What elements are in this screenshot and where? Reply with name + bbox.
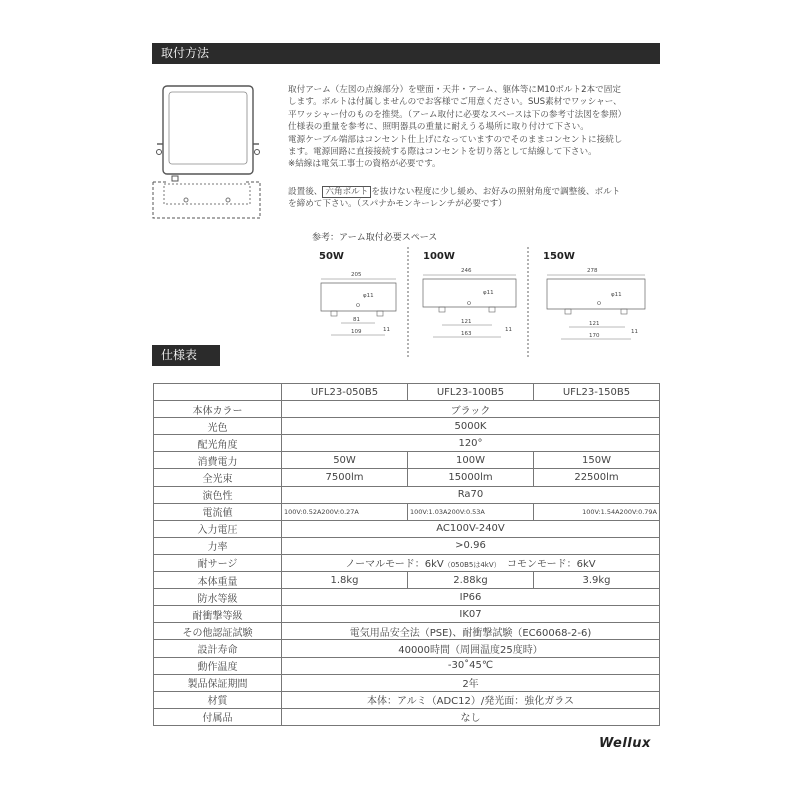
- table-row: [154, 537, 660, 554]
- dim-outer: 109: [351, 329, 362, 335]
- adjust-instructions: [288, 186, 668, 211]
- model-header: UFL23-100B5: [408, 384, 534, 401]
- table-row: [154, 606, 660, 623]
- row-value: >0.96: [282, 537, 660, 554]
- row-label: 本体重量: [154, 572, 282, 589]
- row-value: -30˚45℃: [282, 657, 660, 674]
- row-value: 2年: [282, 674, 660, 691]
- table-row: [154, 469, 660, 486]
- model-header: UFL23-150B5: [534, 384, 660, 401]
- table-row: [154, 384, 660, 401]
- fixture-illustration: [150, 84, 265, 219]
- adjust-text-pre: 設置後、: [288, 187, 323, 197]
- row-value: AC100V-240V: [282, 520, 660, 537]
- diagram-100w: [423, 268, 516, 337]
- table-row: [154, 623, 660, 640]
- section-header-mounting: [152, 43, 660, 64]
- row-value: 120°: [282, 435, 660, 452]
- instruction-line: 電源ケーブル端部はコンセント仕上げになっていますのでそのままコンセントに接続し: [288, 134, 623, 145]
- section-header-spec: [152, 345, 220, 366]
- row-value: 40000時間（周囲温度25度時）: [282, 640, 660, 657]
- dim-hole: φ11: [611, 292, 622, 298]
- diagram-model-100w: 100W: [423, 251, 455, 262]
- row-label: 付属品: [154, 708, 282, 725]
- diagram-50w: [321, 272, 396, 335]
- row-value: 電気用品安全法（PSE)、耐衝撃試験（EC60068-2-6): [282, 623, 660, 640]
- row-value: 50W: [282, 452, 408, 469]
- table-row: [154, 486, 660, 503]
- row-value: Ra70: [282, 486, 660, 503]
- dim-outer: 163: [461, 331, 472, 337]
- row-label: 力率: [154, 537, 282, 554]
- row-label: 製品保証期間: [154, 674, 282, 691]
- row-label: 動作温度: [154, 657, 282, 674]
- row-label: 材質: [154, 691, 282, 708]
- row-label: 演色性: [154, 486, 282, 503]
- adjust-text-line2: を締めて下さい。（スパナかモンキーレンチが必要です）: [288, 199, 507, 210]
- instruction-line: ※結線は電気工事士の資格が必要です。: [288, 159, 441, 170]
- hex-bolt-label: 六角ボルト: [322, 186, 371, 198]
- table-row: [154, 418, 660, 435]
- instruction-line: 仕様表の重量を参考に、照明器具の重量に耐えうる場所に取り付けて下さい。: [288, 122, 589, 133]
- spec-table: [153, 383, 660, 726]
- row-label: 設計寿命: [154, 640, 282, 657]
- row-value: 100V:1.54A200V:0.79A: [534, 503, 660, 520]
- dim-hole: φ11: [483, 290, 494, 296]
- row-value: ブラック: [282, 401, 660, 418]
- row-value: 100V:0.52A200V:0.27A: [282, 503, 408, 520]
- row-value: 150W: [534, 452, 660, 469]
- dim-width: 246: [461, 268, 472, 274]
- dim-side: 11: [631, 329, 638, 335]
- dim-side: 11: [505, 327, 512, 333]
- model-header: UFL23-050B5: [282, 384, 408, 401]
- row-value: IK07: [282, 606, 660, 623]
- dim-hole: φ11: [363, 293, 374, 299]
- surge-note: （050B5は4kV）: [443, 561, 501, 570]
- dim-inner: 81: [353, 317, 360, 323]
- reference-title: 参考：アーム取付必要スペース: [312, 233, 438, 243]
- row-value: IP66: [282, 589, 660, 606]
- instruction-line: 取付アーム（左図の点線部分）を壁面・天井・アーム、躯体等にM10ボルト2本で固定: [288, 85, 621, 95]
- table-row: [154, 572, 660, 589]
- row-label: 電流値: [154, 503, 282, 520]
- dim-side: 11: [383, 327, 390, 333]
- instruction-line: 平ワッシャー付のものを推奨。（アーム取付に必要なスペースは下の参考寸法図を参照）: [288, 109, 627, 120]
- table-row: [154, 691, 660, 708]
- section-title-mounting: 取付方法: [161, 46, 210, 60]
- row-value: 5000K: [282, 418, 660, 435]
- table-row: [154, 435, 660, 452]
- instruction-line: ます。電源回路に直接接続する際はコンセントを切り落として結線して下さい。: [288, 147, 597, 158]
- row-value: 本体：アルミ（ADC12）/発光面：強化ガラス: [282, 691, 660, 708]
- dim-width: 205: [351, 272, 362, 278]
- diagram-model-150w: 150W: [543, 251, 575, 262]
- row-value: 100V:1.03A200V:0.53A: [408, 503, 534, 520]
- table-row: [154, 708, 660, 725]
- row-value: 15000lm: [408, 469, 534, 486]
- table-row: [154, 589, 660, 606]
- row-value: 1.8kg: [282, 572, 408, 589]
- dim-outer: 170: [589, 333, 600, 339]
- dim-width: 278: [587, 268, 598, 274]
- section-title-spec: 仕様表: [161, 348, 198, 362]
- table-row: [154, 554, 660, 571]
- table-row: [154, 657, 660, 674]
- table-row: [154, 640, 660, 657]
- brand-logo: Wellux: [599, 736, 651, 751]
- surge-normal: ノーマルモード：6kV: [345, 559, 444, 571]
- mounting-instructions: [288, 84, 668, 171]
- row-label: 耐衝撃等級: [154, 606, 282, 623]
- row-label: 防水等級: [154, 589, 282, 606]
- table-row: [154, 503, 660, 520]
- row-label: 本体カラー: [154, 401, 282, 418]
- table-row: [154, 401, 660, 418]
- table-row: [154, 674, 660, 691]
- row-label: その他認証試験: [154, 623, 282, 640]
- row-label: 光色: [154, 418, 282, 435]
- reference-diagrams: [311, 245, 661, 357]
- row-value: 7500lm: [282, 469, 408, 486]
- dim-inner: 121: [589, 321, 600, 327]
- diagram-150w: [547, 268, 645, 339]
- row-value: 100W: [408, 452, 534, 469]
- row-value: 2.88kg: [408, 572, 534, 589]
- row-value: なし: [282, 708, 660, 725]
- table-row: [154, 452, 660, 469]
- row-label: 配光角度: [154, 435, 282, 452]
- table-cell: [154, 384, 282, 401]
- row-label: 耐サージ: [154, 554, 282, 571]
- row-label: 全光束: [154, 469, 282, 486]
- instruction-line: します。ボルトは付属しませんのでお客様でご用意ください。SUS素材でワッシャー、: [288, 97, 622, 108]
- diagram-model-50w: 50W: [319, 251, 344, 262]
- table-row: [154, 520, 660, 537]
- row-value: [282, 554, 660, 571]
- row-value: 22500lm: [534, 469, 660, 486]
- row-value: 3.9kg: [534, 572, 660, 589]
- surge-common: コモンモード：6kV: [506, 559, 596, 571]
- row-label: 入力電圧: [154, 520, 282, 537]
- row-label: 消費電力: [154, 452, 282, 469]
- adjust-text-post: を抜けない程度に少し緩め、お好みの照射角度で調整後、ボルト: [371, 187, 621, 197]
- dim-inner: 121: [461, 319, 472, 325]
